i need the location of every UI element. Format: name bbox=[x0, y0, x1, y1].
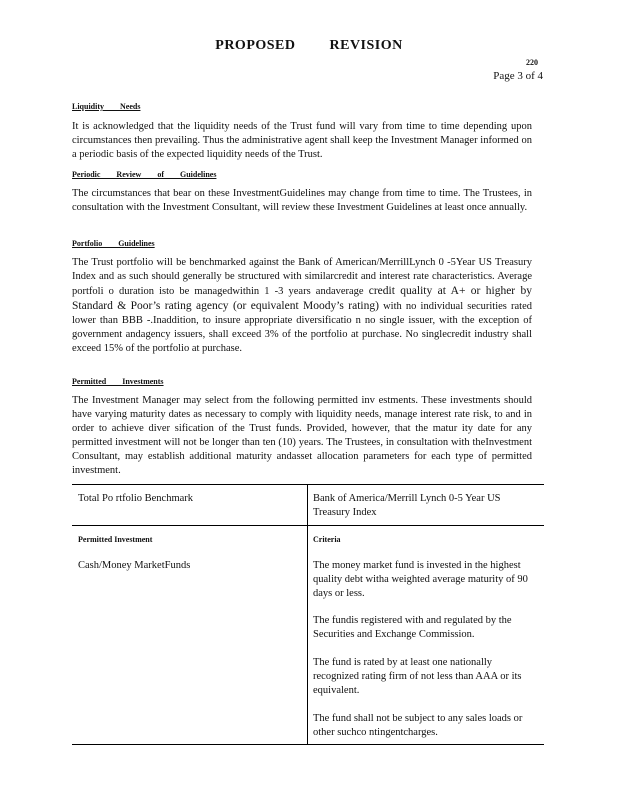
document-title: PROPOSED REVISION bbox=[215, 38, 403, 53]
criteria-item: The fund shall not be subject to any sales loads or other suchco ntingentcharges. bbox=[313, 713, 523, 738]
section-heading-liquidity: Liquidity Needs bbox=[72, 102, 141, 111]
benchmark-value: Bank of America/Merrill Lynch 0-5 Year US Treasury Index bbox=[313, 493, 501, 518]
table-top-rule bbox=[72, 484, 544, 485]
column-header-investment: Permitted Investment bbox=[78, 535, 153, 544]
investment-cash-money-market: Cash/Money MarketFunds bbox=[78, 560, 191, 571]
portfolio-text-after: with no individual securities rated lower than BBB -.Inaddition, to insure appropriate diversificatio n no single issuer, with the exception of government andagency issuers, shall exceed 3% of the portfolio at purchase. No singlecredit industry shall exceed 15% of the portfolio at purchase. bbox=[72, 301, 533, 354]
document-number: 220 bbox=[526, 58, 538, 67]
criteria-item: The fund is rated by at least one nationally recognized rating firm of not less than AAA or its equivalent. bbox=[313, 657, 522, 696]
portfolio-text-before: The Trust portfolio will be benchmarked against the Bank of American/MerrillLynch 0 -5Year US Treasury Index and as such should generally be structured with similarcredit and interest rate characteristics. Average portfoli o duration isto be managedwithin 1 -3 years andaverage bbox=[72, 257, 532, 297]
column-header-criteria: Criteria bbox=[313, 535, 341, 544]
criteria-item: The fundis registered with and regulated by the Securities and Exchange Commission. bbox=[313, 615, 512, 640]
table-header-rule bbox=[72, 525, 544, 526]
section-body-permitted-investments: The Investment Manager may select from the following permitted inv estments. These investments should have varying maturity dates as necessary to comply with liquidity needs, manage interest rate risk, to and in order to achieve diver sification of the Trust funds. Provided, however, that the matur ity date for any permitted investment will not be longer than ten (10) years. The Trustees, in consultation with theInvestment Consultant, may establish additional maturity andasset allocation parameters for each type of permitted investment. bbox=[72, 395, 532, 476]
table-column-divider bbox=[307, 484, 308, 744]
portfolio-credit-quality: credit quality at A+ or higher by Standard & Poor’s rating agency (or equivalent Moody’s rating) bbox=[72, 285, 532, 312]
section-body-liquidity: It is acknowledged that the liquidity needs of the Trust fund will vary from time to time depending upon circumstances then prevailing. Thus the administrative agent shall keep the Investment Manager informed on a periodic basis of the expected liquidity needs of the Trust. bbox=[72, 121, 532, 160]
benchmark-label: Total Po rtfolio Benchmark bbox=[78, 493, 194, 504]
section-heading-periodic-review: Periodic Review of Guidelines bbox=[72, 170, 217, 179]
section-body-periodic-review: The circumstances that bear on these InvestmentGuidelines may change from time to time. The Trustees, in consultation with the Investment Consultant, will review these Investment Guidelines at least once annually. bbox=[72, 188, 532, 213]
section-heading-permitted-investments: Permitted Investments bbox=[72, 377, 164, 386]
table-bottom-rule bbox=[72, 744, 544, 745]
criteria-item: The money market fund is invested in the highest quality debt witha weighted average maturity of 90 days or less. bbox=[313, 560, 528, 599]
page-number: Page 3 of 4 bbox=[493, 70, 543, 82]
section-heading-portfolio-guidelines: Portfolio Guidelines bbox=[72, 239, 155, 248]
section-body-portfolio-guidelines bbox=[72, 256, 532, 356]
